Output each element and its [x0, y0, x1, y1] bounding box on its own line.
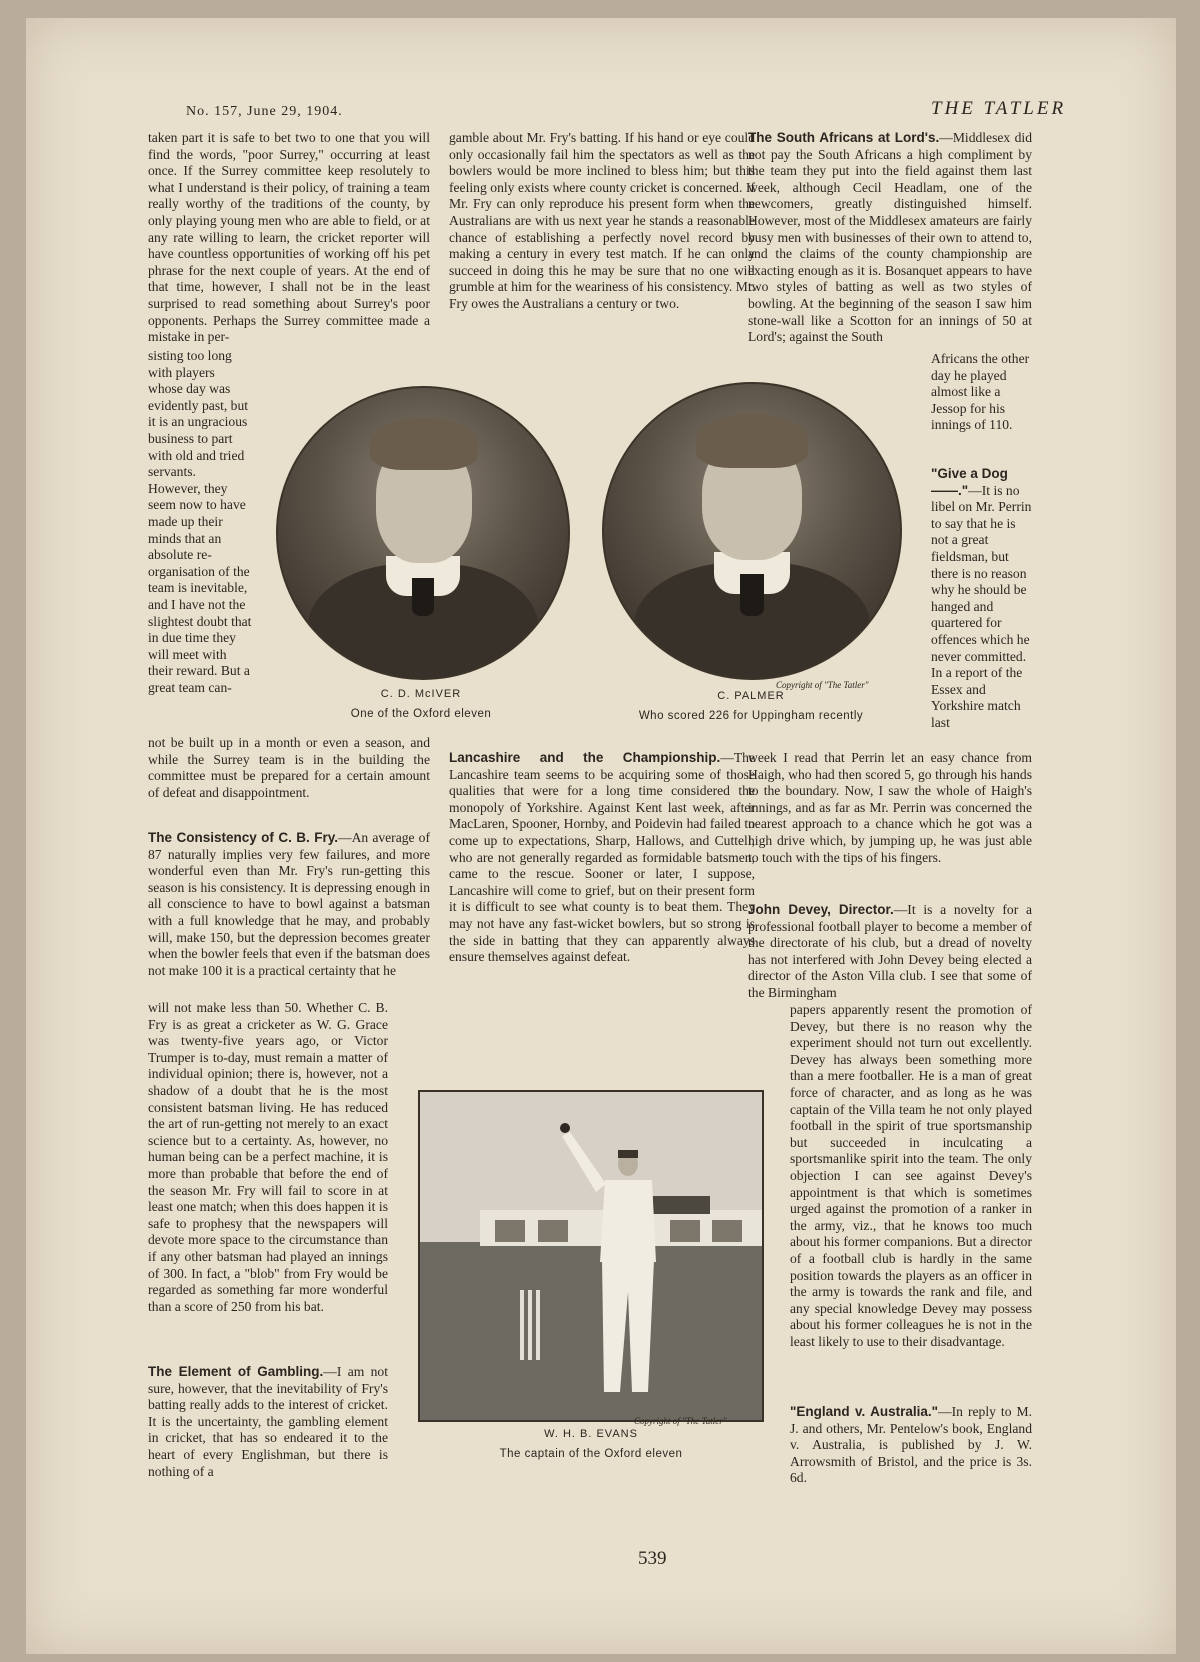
devey-narrow-span: papers apparently resent the promotion of Devey, but there is no reason why the experiment should not turn out excellently. Devey has always been something more than a mere footballer. He is a man of great force of character, and as long as he was captain of the Villa team he not only played football in the spirit of true sportsmanship but succeeded in inculcating a sportsmanlike spirit into the team. The only objection I can see against Devey's appointment is that which is sometimes urged against the promotion of a ranker in the army, viz., that he knows too much about his former companions. But a director of a football club is hardly in the same position towards the players as an officer in the army is towards the rank and file, and any special knowledge Devey may possess about his former colleagues he is not in the least likely to use to their disadvantage. — [790, 1002, 1032, 1349]
palmer-caption-text: Who scored 226 for Uppingham recently — [638, 710, 864, 722]
lancashire-section — [449, 750, 755, 966]
lancashire-text: —The Lancashire team seems to be acquiring some of those qualities that were for a long time considered the monopoly of Yorkshire. Against Kent last week, after MacLaren, Spooner, Hornby, and Poidevin had failed to come up to expectations, Sharp, Hallows, and Cuttell, who are not generally regarded as formidable batsmen, came to the rescue. Sooner or later, I suppose, Lancashire will come to grief, but on their present form it is difficult to see what county is to beat them. They may not have any fast-wicket bowlers, but so strong is the side in batting that they can apparently always ensure themselves against defeat. — [449, 750, 755, 965]
england-text: —In reply to M. J. and others, Mr. Pentelow's book, England v. Australia, is published by J. W. Arrowsmith of Bristol, and the price is 3s. 6d. — [790, 1404, 1032, 1486]
devey-narrow-text — [790, 1002, 1032, 1350]
devey-heading: John Devey, Director. — [748, 902, 894, 917]
palmer-copyright: Copyright of "The Tatler" — [776, 680, 869, 690]
col1-bottom-span: not be built up in a month or even a season, and while the Surrey team is in the building the committee must be prepared for a certain amount of defeat and disappointment. — [148, 735, 430, 800]
mciver-caption — [316, 688, 526, 720]
dog-wide-span: week I read that Perrin let an easy chance from Haigh, who had then scored 5, go through his hands to the boundary. Now, I saw the whole of Haigh's innings, and as far as Mr. Perrin was concerned the nearest approach to a chance which he got was a high drive which, by jumping up, he was just able to touch with the tips of his fingers. — [748, 750, 1032, 865]
mciver-portrait — [276, 386, 570, 680]
evans-photo — [418, 1090, 764, 1422]
gambling-section — [148, 1364, 388, 1480]
col2-top-text — [449, 130, 755, 313]
issue-line: No. 157, June 29, 1904. — [186, 104, 343, 119]
south-africans-heading: The South Africans at Lord's. — [748, 130, 940, 145]
portrait-hair — [370, 418, 478, 470]
col1-narrow-text — [148, 348, 252, 696]
mciver-caption-text: One of the Oxford eleven — [350, 708, 492, 720]
dog-text-narrow: —It is no libel on Mr. Perrin to say that he is not a great fieldsman, but there is no reason why he should be hanged and quartered for offences which he never committed. In a report of the Essex and Yorkshire match last — [931, 482, 1032, 730]
dog-section — [931, 466, 1032, 732]
col1-top-text — [148, 130, 430, 346]
south-africans-section — [748, 130, 1032, 346]
fry-text-wide: —An average of 87 naturally implies very few failures, and more wonderful even than Mr. Fry's run-getting this season is his consistency. It is depressing enough in all conscience to have to bowl against a batsman with a full knowledge that he may, and probably will, make 150, but the depression becomes greater when the bowler feels that even if the batsman does not make 100 it is a practical certainty that he — [148, 830, 430, 978]
south-africans-narrow-span: Africans the other day he played almost like a Jessop for his innings of 110. — [931, 351, 1030, 433]
dog-heading: "Give a Dog ——." — [931, 466, 1008, 498]
gambling-text: —I am not sure, however, that the inevitability of Fry's batting really adds to the interest of cricket. It is the uncertainty, the gambling element in cricket, that has so endeared it to the heart of every Englishman, but there is nothing of a — [148, 1364, 388, 1479]
england-section — [790, 1404, 1032, 1487]
page-number: 539 — [638, 1548, 667, 1569]
devey-section — [748, 902, 1032, 1002]
palmer-caption — [616, 690, 886, 722]
south-africans-narrow — [931, 351, 1032, 434]
col1-top-span: taken part it is safe to bet two to one that you will find the words, "poor Surrey," occurring at least once. If the Surrey committee keep resolutely to what I understand is their policy, of training a team really worthy of the traditions of the county, by only playing young men who are able to field, or at any rate willing to learn, the cricket reporter will have countless opportunities of working off his pet phrase for the next couple of years. At the end of that time, however, I shall not be in the least surprised to read something about Surrey's poor opponents. Perhaps the Surrey committee made a mistake in per- — [148, 130, 430, 345]
fry-narrow-span: will not make less than 50. Whether C. B. Fry is as great a cricketer as W. G. Grace was twenty-five years ago, or Victor Trumper is to-day, must remain a matter of individual opinion; there is, however, not a shadow of a doubt that he is the most consistent batsman living. He has reduced the art of run-getting not merely to an exact science but to a certainty. As, however, no human being can be a perfect machine, it is more than probable that before the end of the season Mr. Fry will fail to score in at least one match; when this does happen it is safe to prophesy that the newspapers will devote more space to the circumstance than if any other batsman had played an innings of 300. In fact, a "blob" from Fry would be regarded as something far more wonderful than a score of 250 from his bat. — [148, 1000, 388, 1314]
portrait-tie — [740, 574, 764, 616]
palmer-name: C. PALMER — [717, 690, 785, 702]
col1-narrow-span: sisting too long with players whose day was evidently past, but it is an ungracious business to part with old and tried servants. However, they seem now to have made up their minds that an absolute re-organisation of the team is inevitable, and I have not the slightest doubt that in due time they will meet with their reward. But a great team can- — [148, 348, 252, 695]
evans-copyright: Copyright of "The Tatler" — [634, 1416, 727, 1426]
evans-caption — [466, 1428, 716, 1460]
lancashire-heading: Lancashire and the Championship. — [449, 750, 721, 765]
dog-continued — [748, 750, 1032, 866]
england-heading: "England v. Australia." — [790, 1404, 939, 1419]
gambling-heading: The Element of Gambling. — [148, 1364, 324, 1379]
fry-narrow-text — [148, 1000, 388, 1315]
devey-text-wide: —It is a novelty for a professional football player to become a member of the directorate of his club, but a dread of novelty has not interfered with John Devey being elected a director of the Aston Villa club. I see that some of the Birmingham — [748, 902, 1032, 1000]
evans-caption-text: The captain of the Oxford eleven — [499, 1448, 683, 1460]
evans-name: W. H. B. EVANS — [544, 1428, 638, 1440]
col2-top-span: gamble about Mr. Fry's batting. If his hand or eye could only occasionally fail him the spectators as well as the bowlers would be more inclined to bless him; but this feeling only exists where county cricket is concerned. If Mr. Fry can only reproduce his present form when the Australians are with us next year he stands a reasonable chance of establishing a perfectly novel record by making a century in every test match. If he can only succeed in doing this he may be sure that no one will grumble at him for the weariness of his consistency. Mr. Fry owes the Australians a century or two. — [449, 130, 755, 311]
fry-heading: The Consistency of C. B. Fry. — [148, 830, 339, 845]
portrait-hair — [696, 414, 808, 468]
magazine-title: THE TATLER — [931, 98, 1067, 119]
portrait-tie — [412, 578, 434, 616]
palmer-portrait — [602, 382, 902, 680]
fry-section — [148, 830, 430, 979]
magazine-page — [26, 18, 1176, 1654]
col1-bottom-text — [148, 735, 430, 801]
mciver-name: C. D. McIVER — [380, 688, 462, 700]
south-africans-text: —Middlesex did not pay the South Africans a high compliment by the team they put into the field against them last week, although Cecil Headlam, one of the newcomers, greatly distinguished himself. However, most of the Middlesex amateurs are fairly busy men with businesses of their own to attend to, and the claims of the county championship are exacting enough as it is. Bosanquet appears to have two styles of batting as well as two styles of bowling. At the beginning of the season I saw him stone-wall like a Scotton for an innings of 50 at Lord's; against the South — [748, 130, 1032, 345]
evans-photo-graphic — [420, 1092, 762, 1420]
